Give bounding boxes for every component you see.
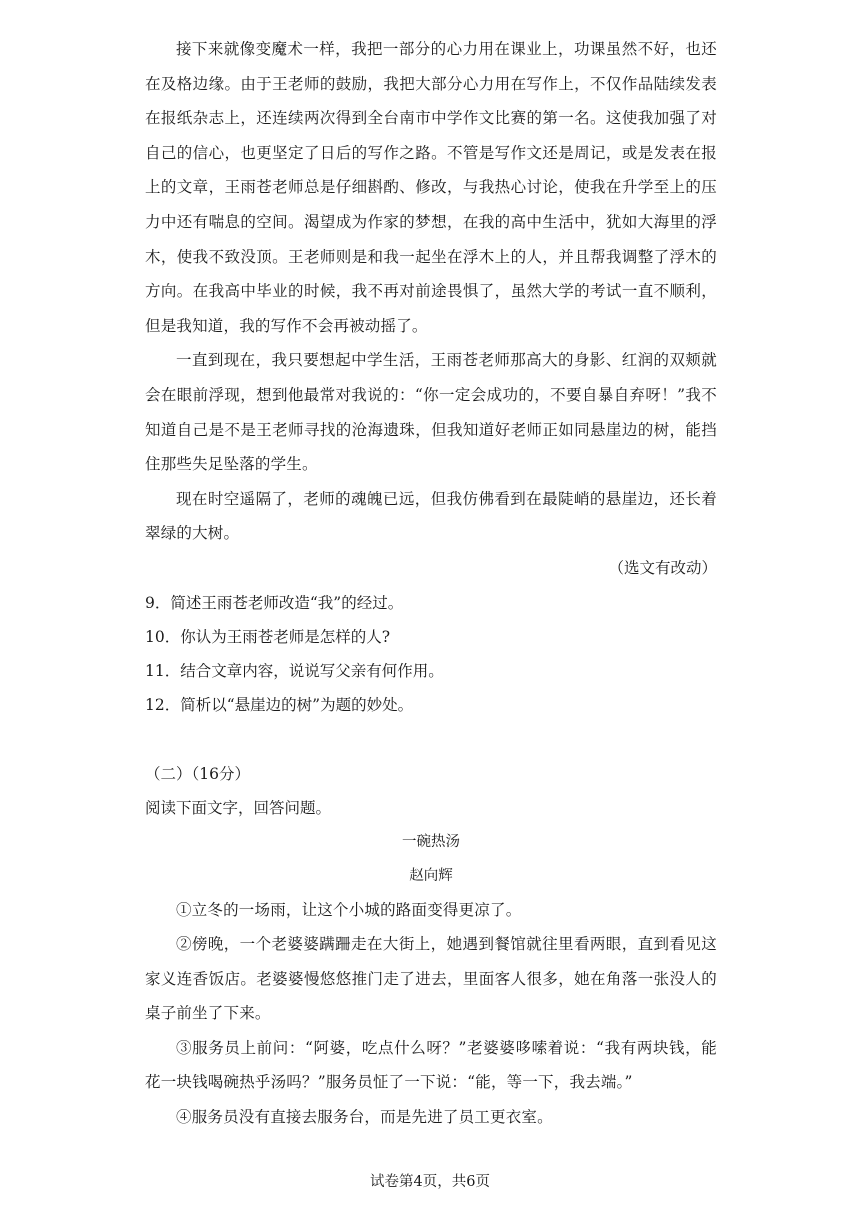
article-paragraph-2: ②傍晚，一个老婆婆蹒跚走在大街上，她遇到餐馆就往里看两眼，直到看见这家义连香饭店。老婆婆慢悠悠推门走了进去，里面客人很多，她在角落一张没人的桌子前坐了下来。 bbox=[145, 935, 717, 1023]
question-9: 9．简述王雨苍老师改造“我”的经过。 bbox=[145, 593, 404, 612]
passage-paragraph-1: 接下来就像变魔术一样，我把一部分的心力用在课业上，功课虽然不好，也还在及格边缘。由于王老师的鼓励，我把大部分心力用在写作上，不仅作品陆续发表在报纸杂志上，还连续两次得到全台南市中学作文比赛的第一名。这使我加强了对自己的信心，也更坚定了日后的写作之路。不管是写作文还是周记，或是发表在报上的文章，王雨苍老师总是仔细斟酌、修改，与我热心讨论，使我在升学至上的压力中还有喘息的空间。渴望成为作家的梦想，在我的高中生活中，犹如大海里的浮木，使我不致没顶。王老师则是和我一起坐在浮木上的人，并且帮我调整了浮木的方向。在我高中毕业的时候，我不再对前途畏惧了，虽然大学的考试一直不顺利，但是我知道，我的写作不会再被动摇了。 bbox=[145, 40, 717, 335]
article-paragraph-3: ③服务员上前问：“阿婆，吃点什么呀？”老婆婆哆嗦着说：“我有两块钱，能花一块钱喝碗热乎汤吗？”服务员怔了一下说：“能，等一下，我去端。” bbox=[145, 1038, 717, 1092]
source-note: （选文有改动） bbox=[608, 558, 717, 577]
section-spacer bbox=[145, 722, 717, 757]
article-paragraph-4: ④服务员没有直接去服务台，而是先进了员工更衣室。 bbox=[176, 1108, 553, 1127]
page-footer: 试卷第4页，共6页 bbox=[370, 1174, 490, 1190]
passage-paragraph-3: 现在时空遥隔了，老师的魂魄已远，但我仿佛看到在最陡峭的悬崖边，还长着翠绿的大树。 bbox=[145, 489, 717, 543]
article-title: 一碗热汤 bbox=[402, 833, 460, 850]
question-12: 12．简析以“悬崖边的树”为题的妙处。 bbox=[145, 695, 414, 714]
page-content bbox=[145, 32, 717, 1135]
question-11: 11．结合文章内容，说说写父亲有何作用。 bbox=[145, 661, 444, 680]
passage-paragraph-2: 一直到现在，我只要想起中学生活，王雨苍老师那高大的身影、红润的双颊就会在眼前浮现，想到他最常对我说的：“你一定会成功的，不要自暴自弃呀！”我不知道自己是不是王老师寻找的沧海遗珠，但我知道好老师正如同悬崖边的树，能挡住那些失足坠落的学生。 bbox=[145, 351, 717, 474]
article-paragraph-1: ①立冬的一场雨，让这个小城的路面变得更凉了。 bbox=[176, 900, 522, 919]
section-2-instruction: 阅读下面文字，回答问题。 bbox=[145, 798, 332, 817]
section-2-heading: （二）（16分） bbox=[145, 764, 250, 783]
article-author: 赵向辉 bbox=[409, 867, 453, 884]
question-10: 10．你认为王雨苍老师是怎样的人? bbox=[145, 627, 391, 646]
